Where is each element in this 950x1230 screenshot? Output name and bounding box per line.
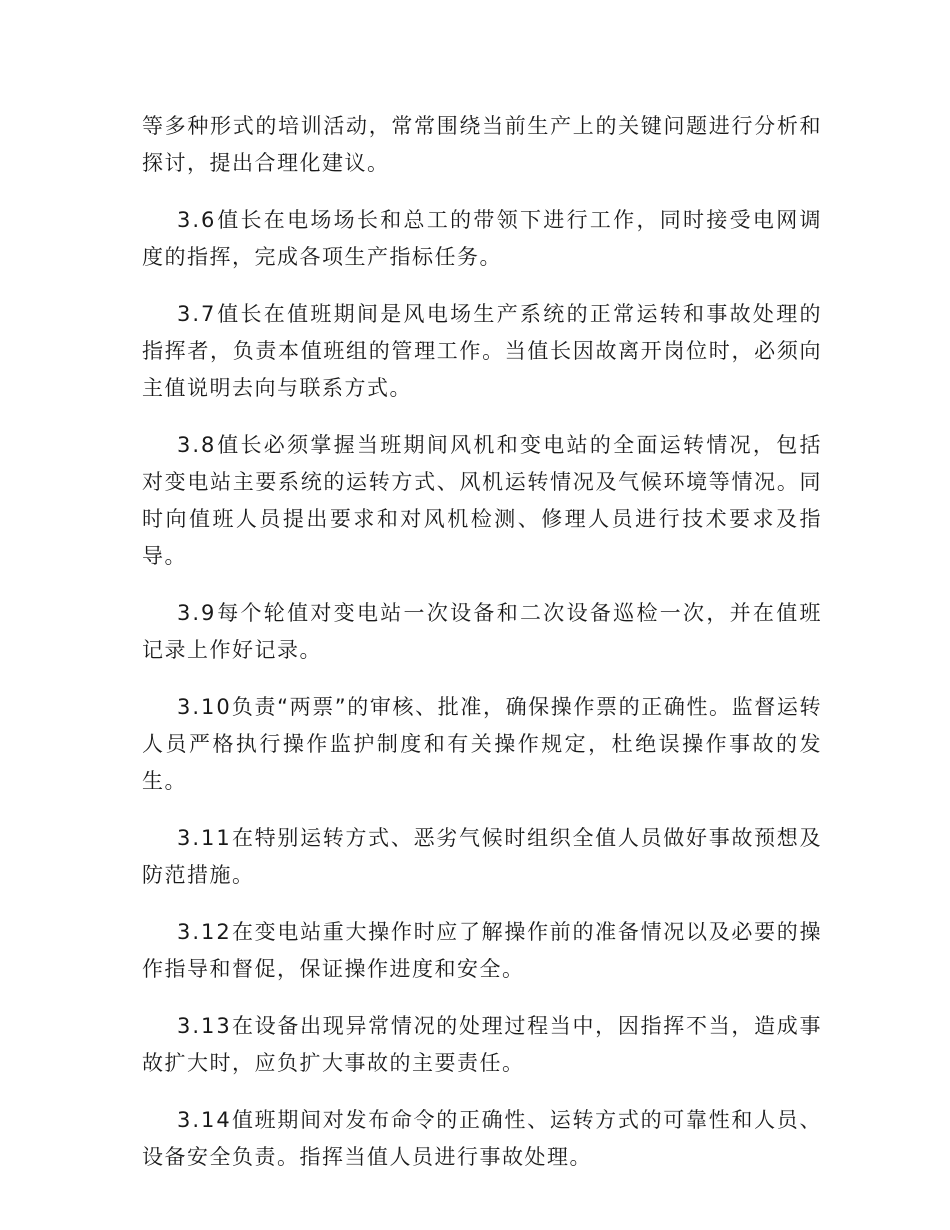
paragraph-text: 值长在电场场长和总工的带领下进行工作，同时接受电网调度的指挥，完成各项生产指标任务。: [142, 208, 822, 269]
paragraph-3-10: [142, 689, 822, 800]
paragraph-3-7: [142, 296, 822, 407]
clause-number: 3.6: [177, 208, 217, 232]
paragraph-text: 负责“两票”的审核、批准，确保操作票的正确性。监督运转人员严格执行操作监护制度和有关操作规定，杜绝误操作事故的发生。: [142, 695, 822, 793]
clause-number: 3.14: [177, 1108, 232, 1132]
paragraph-3-9: [142, 595, 822, 669]
paragraph-text: 在特别运转方式、恶劣气候时组织全值人员做好事故预想及防范措施。: [142, 826, 822, 887]
paragraph-3-14: [142, 1102, 822, 1176]
paragraph-continuation: [142, 108, 822, 182]
paragraph-text: 值长在值班期间是风电场生产系统的正常运转和事故处理的指挥者，负责本值班组的管理工作。当值长因故离开岗位时，必须向主值说明去向与联系方式。: [142, 302, 822, 400]
paragraph-text: 值长必须掌握当班期间风机和变电站的全面运转情况，包括对变电站主要系统的运转方式、风机运转情况及气候环境等情况。同时向值班人员提出要求和对风机检测、修理人员进行技术要求及指导。: [142, 433, 822, 568]
paragraph-text: 每个轮值对变电站一次设备和二次设备巡检一次，并在值班记录上作好记录。: [142, 601, 822, 662]
paragraph-text: 等多种形式的培训活动，常常围绕当前生产上的关键问题进行分析和探讨，提出合理化建议。: [142, 114, 822, 175]
clause-number: 3.10: [177, 695, 232, 719]
clause-number: 3.8: [177, 433, 217, 457]
clause-number: 3.13: [177, 1014, 232, 1038]
paragraph-3-8: [142, 427, 822, 575]
paragraph-3-6: [142, 202, 822, 276]
clause-number: 3.7: [177, 302, 217, 326]
paragraph-text: 在变电站重大操作时应了解操作前的准备情况以及必要的操作指导和督促，保证操作进度和安全。: [142, 920, 822, 981]
clause-number: 3.11: [177, 826, 232, 850]
clause-number: 3.12: [177, 920, 232, 944]
paragraph-3-12: [142, 914, 822, 988]
clause-number: 3.9: [177, 601, 217, 625]
paragraph-text: 值班期间对发布命令的正确性、运转方式的可靠性和人员、设备安全负责。指挥当值人员进行事故处理。: [142, 1108, 822, 1169]
paragraph-3-13: [142, 1008, 822, 1082]
document-body: [142, 108, 822, 1196]
paragraph-text: 在设备出现异常情况的处理过程当中，因指挥不当，造成事故扩大时，应负扩大事故的主要责任。: [142, 1014, 822, 1075]
paragraph-3-11: [142, 820, 822, 894]
